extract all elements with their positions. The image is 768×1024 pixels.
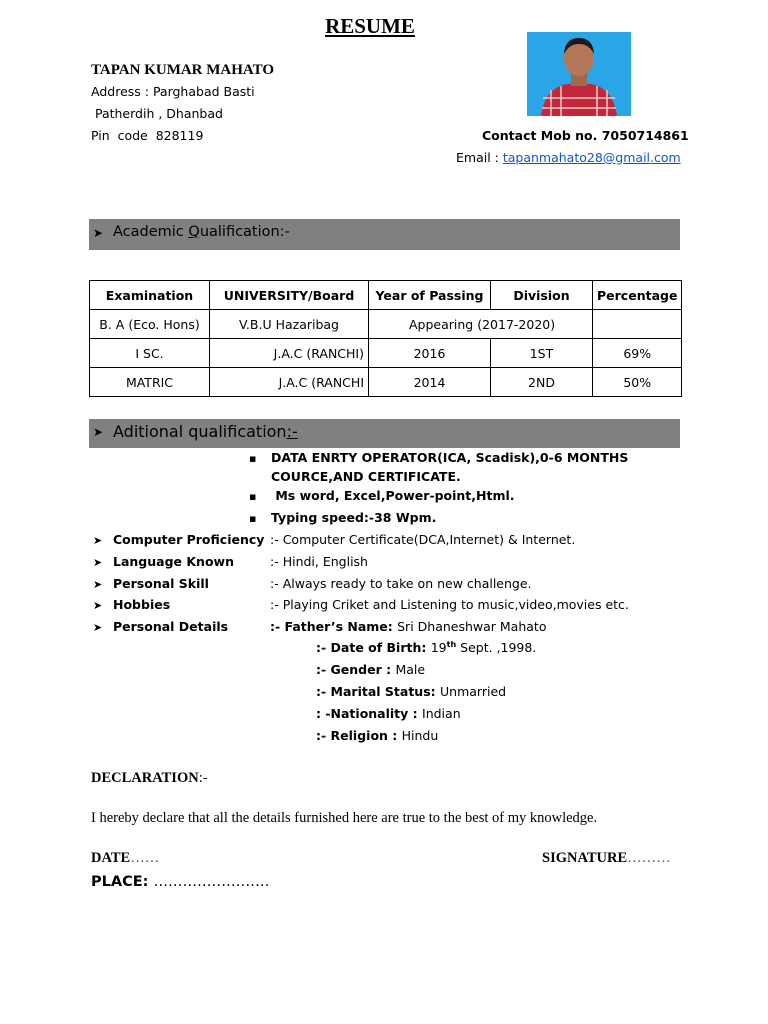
email-link[interactable]: tapanmahato28@gmail.com: [502, 150, 681, 165]
additional-item: DATA ENRTY OPERATOR(ICA, Scadisk),0-6 MONTHS: [271, 450, 629, 465]
marital-line: :- Marital Status: Unmarried: [316, 684, 507, 699]
arrow-bullet-icon: ➤: [93, 599, 103, 612]
header-year: Year of Passing: [369, 281, 491, 310]
declaration-heading: DECLARATION:-: [91, 770, 208, 786]
email-line: [456, 150, 681, 165]
cell-division: 1ST: [491, 339, 593, 368]
detail-label-language: Language Known: [113, 554, 234, 569]
cell-percentage: 69%: [593, 339, 682, 368]
date-field: DATE……: [91, 850, 160, 866]
cell-board: J.A.C (RANCHI): [210, 339, 369, 368]
cell-exam: MATRIC: [90, 368, 210, 397]
table-row: [90, 368, 682, 397]
additional-heading: Aditional qualification:-: [113, 422, 298, 441]
header-percentage: Percentage: [593, 281, 682, 310]
dob-line: :- Date of Birth: 19th Sept. ,1998.: [316, 640, 537, 656]
arrow-bullet-icon: ➤: [93, 425, 104, 439]
additional-heading-bar: [89, 419, 680, 448]
academic-table: [89, 280, 682, 397]
cell-year: 2016: [369, 339, 491, 368]
cell-division: 2ND: [491, 368, 593, 397]
cell-exam: I SC.: [90, 339, 210, 368]
additional-item: Typing speed:-38 Wpm.: [271, 510, 437, 525]
academic-heading-bar: [89, 219, 680, 250]
cell-year: 2014: [369, 368, 491, 397]
cell-year: Appearing (2017-2020): [369, 310, 593, 339]
detail-value-skill: :- Always ready to take on new challenge.: [270, 576, 532, 591]
arrow-bullet-icon: ➤: [93, 578, 103, 591]
additional-item-continued: COURCE,AND CERTIFICATE.: [271, 469, 461, 484]
detail-label-personal: Personal Details: [113, 619, 229, 634]
square-bullet-icon: ▪: [249, 490, 257, 503]
arrow-bullet-icon: ➤: [93, 621, 103, 634]
cell-exam: B. A (Eco. Hons): [90, 310, 210, 339]
square-bullet-icon: ▪: [249, 452, 257, 465]
nationality-line: : -Nationality : Indian: [316, 706, 461, 721]
declaration-text: I hereby declare that all the details furnished here are true to the best of my knowledge.: [91, 810, 598, 826]
detail-label-hobbies: Hobbies: [113, 597, 171, 612]
detail-value-computer: :- Computer Certificate(DCA,Internet) & Internet.: [270, 532, 576, 547]
table-row: [90, 310, 682, 339]
detail-label-skill: Personal Skill: [113, 576, 209, 591]
cell-percentage: 50%: [593, 368, 682, 397]
gender-line: :- Gender : Male: [316, 662, 426, 677]
arrow-bullet-icon: ➤: [93, 556, 103, 569]
square-bullet-icon: ▪: [249, 512, 257, 525]
address-line-2: Patherdih , Dhanbad: [91, 106, 223, 121]
contact-number: Contact Mob no. 7050714861: [482, 128, 689, 143]
cell-board: V.B.U Hazaribag: [210, 310, 369, 339]
signature-field: SIGNATURE………: [542, 850, 671, 866]
email-label: Email :: [456, 150, 503, 165]
arrow-bullet-icon: ➤: [93, 534, 103, 547]
header-university: UNIVERSITY/Board: [210, 281, 369, 310]
cell-percentage: [593, 310, 682, 339]
academic-heading: Academic Qualification:-: [113, 224, 290, 240]
place-field: PLACE: ……………………: [91, 874, 270, 890]
religion-line: :- Religion : Hindu: [316, 728, 439, 743]
table-header-row: [90, 281, 682, 310]
detail-value-hobbies: :- Playing Criket and Listening to music,video,movies etc.: [270, 597, 629, 612]
detail-label-computer: Computer Proficiency: [113, 532, 265, 547]
candidate-name: TAPAN KUMAR MAHATO: [91, 62, 275, 78]
cell-board: J.A.C (RANCHI: [210, 368, 369, 397]
header-examination: Examination: [90, 281, 210, 310]
additional-item: Ms word, Excel,Power-point,Html.: [271, 488, 515, 503]
table-row: [90, 339, 682, 368]
address-line-3: Pin code 828119: [91, 128, 204, 143]
address-line-1: Address : Parghabad Basti: [91, 84, 255, 99]
detail-value-language: :- Hindi, English: [270, 554, 368, 569]
profile-photo: [527, 32, 631, 116]
arrow-bullet-icon: ➤: [93, 226, 104, 240]
father-name-line: :- Father’s Name: Sri Dhaneshwar Mahato: [270, 619, 547, 634]
resume-title: RESUME: [325, 14, 415, 38]
header-division: Division: [491, 281, 593, 310]
